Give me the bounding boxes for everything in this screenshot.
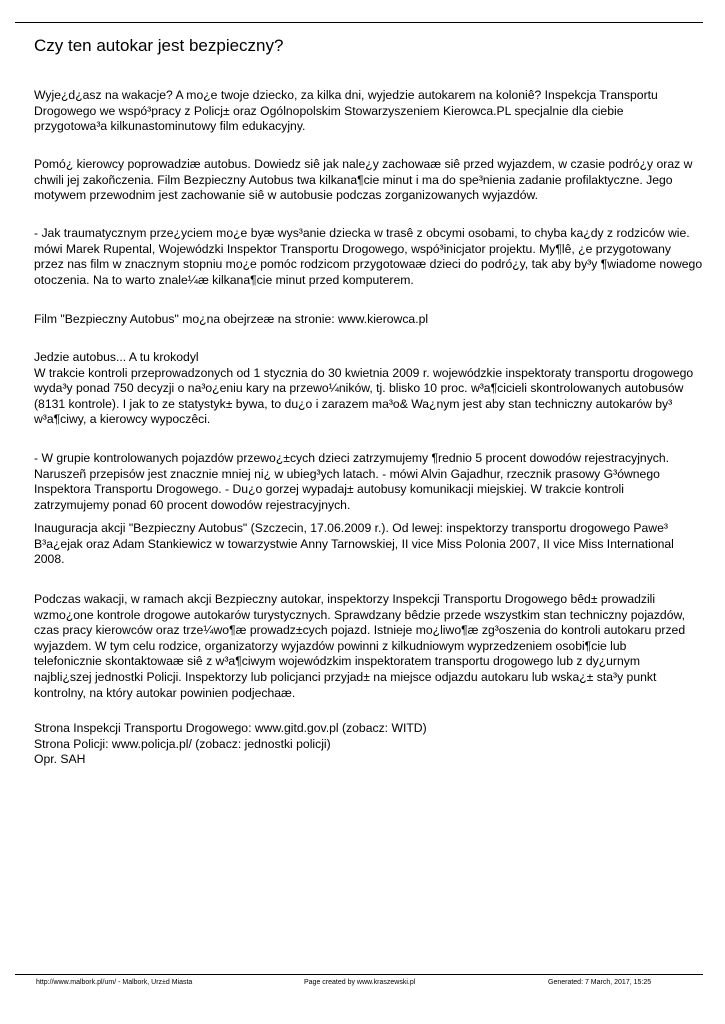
paragraph-line: wyda³y ponad 750 decyzji o na³o¿eniu kary na przewo¼ników, tj. blisko 10 proc. w³a¶cicieli skontrolowanych autobusów [34, 381, 684, 396]
paragraph [34, 157, 709, 204]
paragraph-line: Film "Bezpieczny Autobus" mo¿na obejrzeæ na stronie: www.kierowca.pl [34, 312, 429, 326]
paragraph-line: chwili jej zakoñczenia. Film Bezpieczny Autobus twa kilkana¶cie minut i ma do spe³nienia zadanie profilaktyczne. Jego [34, 172, 673, 187]
paragraph-line: czas pracy kierowców oraz trze¼wo¶æ prowadz±cych pojazd. Istnieje mo¿liwo¶æ zg³oszenia do kontroli autokaru przed [34, 623, 686, 638]
paragraph-line: (8131 kontrole). I jak to ze statystyk± bywa, to du¿o i zarazem ma³o& Wa¿nym jest aby stan techniczny autokarów by³ [34, 396, 673, 411]
paragraph-line: przez nas film w znacznym stopniu mo¿e pomóc rodzicom przygotowaæ dzieci do podró¿y, tak aby by³y ¶wiadome nowego [34, 257, 703, 272]
paragraph [34, 451, 709, 513]
footer-source: http://www.malbork.pl/um/ - Malbork, Urz±d Miasta [36, 979, 193, 986]
paragraph [34, 312, 709, 328]
paragraph-line: otoczenia. Na to warto znale¼æ kilkana¶cie minut przed komputerem. [34, 272, 414, 287]
top-rule [15, 22, 703, 23]
paragraph-line: w³a¶ciwy, a kierowcy wypoczêci. [34, 412, 211, 427]
paragraph-line: kontrolny, na który autokar powinien podjechaæ. [34, 685, 296, 700]
paragraph-line: Inauguracja akcji "Bezpieczny Autobus" (Szczecin, 17.06.2009 r.). Od lewej: inspektorzy transportu drogowego Pawe³ [34, 521, 668, 535]
paragraph-line: wyjazdem. W tym celu rodzice, organizatorzy wyjazdów powinni z kilkudniowym wyprzedzeniem osobi¶cie lub [34, 638, 627, 653]
paragraph [34, 592, 709, 701]
paragraph [34, 88, 709, 135]
paragraph-line: Opr. SAH [34, 752, 86, 767]
paragraph [34, 350, 709, 428]
paragraph-line: Strona Inspekcji Transportu Drogowego: www.gitd.gov.pl (zobacz: WITD) [34, 721, 427, 735]
footer-credit: Page created by www.kraszewski.pl [304, 979, 416, 986]
paragraph-line: najbli¿szej jednostki Policji. Inspektorzy lub policjanci przyjad± na miejsce odjazdu autokaru lub wska¿± sta³y punkt [34, 669, 657, 684]
paragraph-line: B³a¿ejak oraz Adam Stankiewicz w towarzystwie Anny Tarnowskiej, II vice Miss Polonia 2007, II vice Miss International [34, 536, 674, 551]
paragraph-line: Strona Policji: www.policja.pl/ (zobacz: jednostki policji) [34, 736, 331, 751]
footer-generated: Generated: 7 March, 2017, 15:25 [548, 979, 652, 986]
bottom-rule [15, 974, 703, 975]
paragraph-line: Drogowego we wspó³pracy z Policj± oraz Ogólnopolskim Stowarzyszeniem Kierowca.PL specjalnie dla ciebie [34, 103, 624, 118]
paragraph-line: telefonicznie skontaktowaæ siê z w³a¶ciwym wojewódzkim inspektoratem transportu drogowego lub z dy¿urnym [34, 654, 641, 669]
paragraph [34, 226, 709, 288]
paragraph [34, 721, 709, 768]
paragraph-line: Inspektora Transportu Drogowego. - Du¿o gorzej wypadaj± autobusy komunikacji miejskiej. W trakcie kontroli [34, 482, 624, 497]
paragraph-line: W trakcie kontroli przeprowadzonych od 1 stycznia do 30 kwietnia 2009 r. wojewódzkie inspektoraty transportu drogowego [34, 365, 694, 380]
paragraph-line: Podczas wakacji, w ramach akcji Bezpieczny autokar, inspektorzy Inspekcji Transportu Drogowego bêd± prowadzili [34, 592, 656, 606]
paragraph [34, 521, 709, 568]
paragraph-line: przygotowa³a kilkunastominutowy film edukacyjny. [34, 119, 306, 134]
paragraph-line: Wyje¿d¿asz na wakacje? A mo¿e twoje dziecko, za kilka dni, wyjedzie autokarem na koloniê? Inspekcja Transportu [34, 88, 658, 102]
paragraph-line: wzmo¿one kontrole drogowe autokarów turystycznych. Sprawdzany bêdzie przede wszystkim stan techniczny pojazdów, [34, 607, 685, 622]
paragraph-line: - Jak traumatycznym prze¿yciem mo¿e byæ wys³anie dziecka w trasê z obcymi osobami, to chyba ka¿dy z rodziców wie. [34, 226, 690, 240]
paragraph-line: Naruszeñ przepisów jest znacznie mniej ni¿ w ubieg³ych latach. - mówi Alvin Gajadhur, rzecznik prasowy G³ównego [34, 466, 660, 481]
paragraph-line: 2008. [34, 552, 65, 567]
paragraph-line: - W grupie kontrolowanych pojazdów przewo¿±cych dzieci zatrzymujemy ¶rednio 5 procent dowodów rejestracyjnych. [34, 451, 670, 465]
paragraph-line: motywem przewodnim jest zachowanie siê w autobusie podczas zorganizowanych wyjazdów. [34, 188, 538, 203]
paragraph-line: zatrzymujemy ponad 60 procent dowodów rejestracyjnych. [34, 497, 351, 512]
paragraph-line: mówi Marek Rupental, Wojewódzki Inspektor Transportu Drogowego, wspó³inicjator projektu. My¶lê, ¿e przygotowany [34, 241, 671, 256]
page-title: Czy ten autokar jest bezpieczny? [34, 36, 284, 55]
paragraph-line: Pomó¿ kierowcy poprowadziæ autobus. Dowiedz siê jak nale¿y zachowaæ siê przed wyjazdem, w czasie podró¿y oraz w [34, 157, 693, 171]
paragraph-line: Jedzie autobus... A tu krokodyl [34, 350, 199, 364]
